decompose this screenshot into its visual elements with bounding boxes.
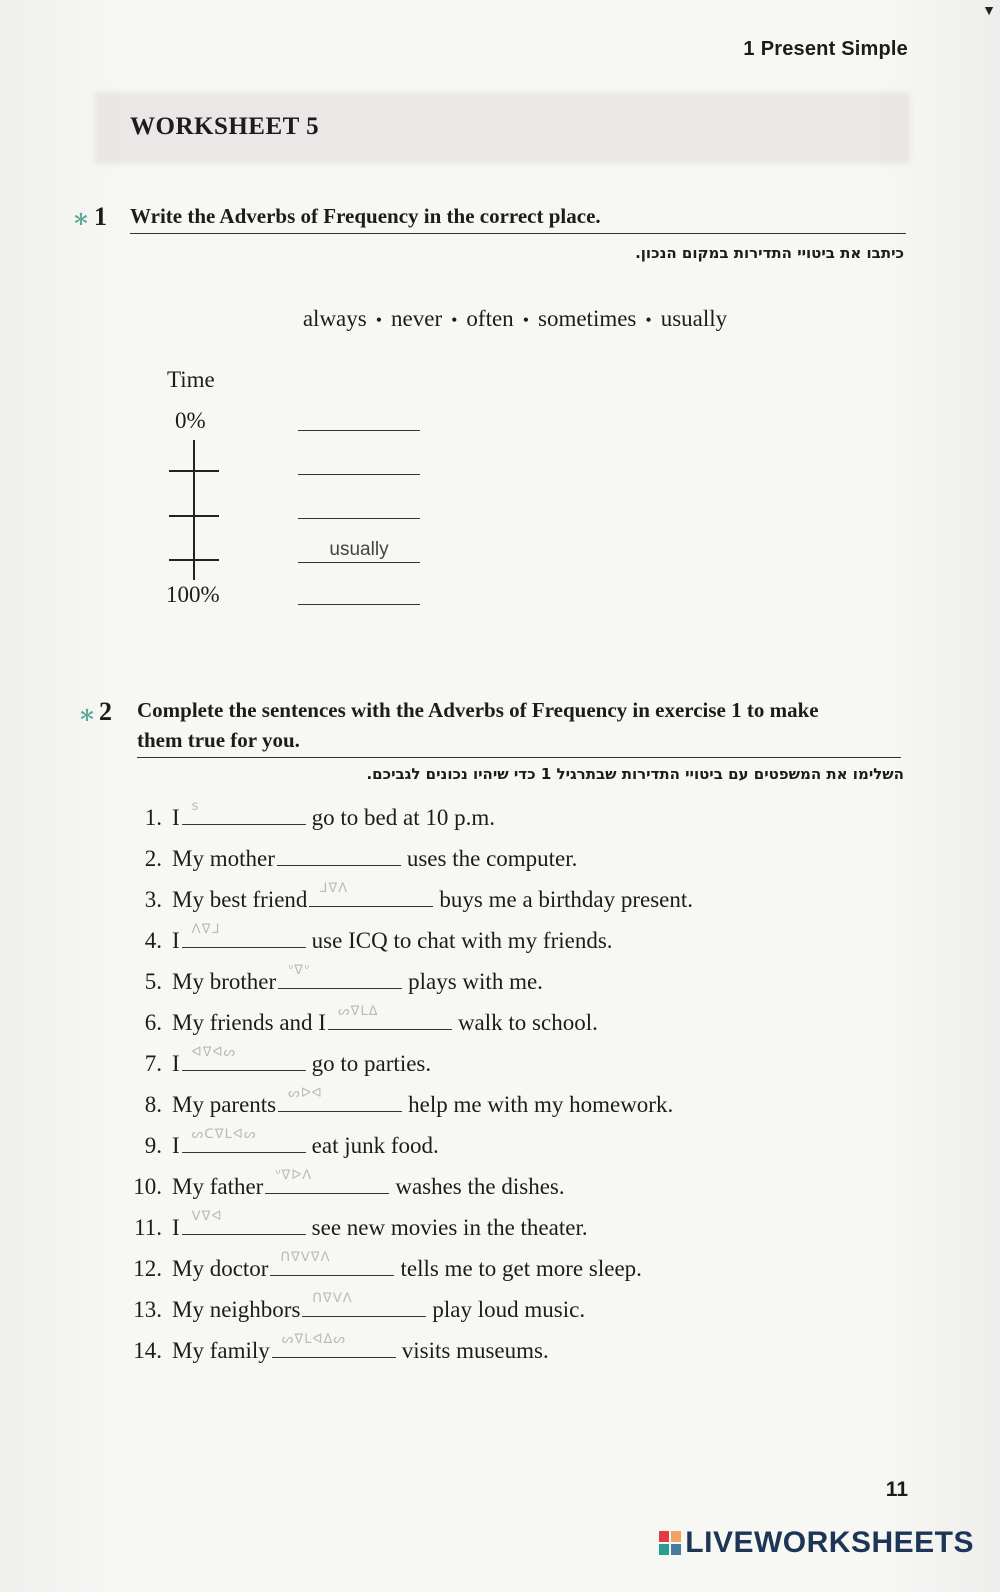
faint-scribble: ᔕᐅᐊ <box>288 1086 323 1101</box>
sentence-start: My family <box>172 1338 270 1363</box>
word-bank-item: usually <box>660 306 728 331</box>
sentence-end: go to bed at 10 p.m. <box>311 805 496 830</box>
sentence-start: I <box>172 1051 180 1076</box>
sentence-number: 7. <box>144 1051 162 1076</box>
sentence-number: 3. <box>144 887 162 912</box>
faint-scribble: ᐯᐁᐊ <box>191 1209 223 1224</box>
faint-scribble: s <box>191 799 200 814</box>
sentence-number: 8. <box>144 1092 162 1117</box>
sentence-number: 10. <box>133 1174 162 1199</box>
sentence-start: My mother <box>172 846 275 871</box>
chapter-heading <box>743 38 908 61</box>
word-bank-separator: • <box>645 310 652 330</box>
sentence-item <box>122 1045 432 1078</box>
sentence-end: buys me a birthday present. <box>439 887 693 912</box>
faint-scribble: ᑎᐁᐯᐁᐱ <box>280 1250 331 1265</box>
sentence-end: play loud music. <box>432 1297 586 1322</box>
faint-scribble: ᔕᑕᐁᒪᐊᔕ <box>191 1127 257 1142</box>
chapter-title: Present Simple <box>760 38 908 60</box>
corner-mark: ▼ <box>982 4 996 19</box>
liveworksheets-icon <box>659 1531 681 1555</box>
word-bank-item: sometimes <box>538 306 637 331</box>
sentence-number: 14. <box>133 1338 162 1363</box>
sentence-end: washes the dishes. <box>395 1174 565 1199</box>
scale-answer-field[interactable] <box>298 446 420 475</box>
answer-blank[interactable] <box>302 1291 426 1317</box>
sentence-start: My doctor <box>172 1256 269 1281</box>
sentence-item <box>122 843 577 873</box>
sentence-item <box>122 881 693 914</box>
scale-top-label: 0% <box>175 408 206 433</box>
word-bank-separator: • <box>522 310 529 330</box>
exercise-1-number: 1 <box>94 202 107 231</box>
sentence-end: help me with my homework. <box>408 1092 674 1117</box>
time-label: Time <box>167 367 215 392</box>
sentence-number: 9. <box>144 1133 162 1158</box>
sentence-end: plays with me. <box>408 969 543 994</box>
sentence-item <box>122 1086 674 1119</box>
sentence-item <box>122 1209 588 1242</box>
sentence-start: I <box>172 805 180 830</box>
scale-tick <box>169 559 219 561</box>
liveworksheets-logo <box>659 1526 974 1560</box>
sentence-number: 12. <box>133 1256 162 1281</box>
sentence-number: 4. <box>144 928 162 953</box>
word-bank-item: always <box>302 306 367 331</box>
answer-blank[interactable] <box>328 1004 452 1030</box>
sentence-number: 13. <box>133 1297 162 1322</box>
answer-blank[interactable] <box>182 922 306 948</box>
answer-blank[interactable] <box>182 1127 306 1153</box>
faint-scribble: ᑎᐁᐯᐱ <box>312 1291 353 1306</box>
scale-tick <box>169 515 219 517</box>
answer-blank[interactable] <box>272 1332 396 1358</box>
page-number: 11 <box>885 1478 908 1501</box>
word-bank-item: often <box>466 306 514 331</box>
sentence-number: 5. <box>144 969 162 994</box>
sentence-item <box>122 1127 439 1160</box>
exercise-1-star-icon: ∗ <box>72 204 90 233</box>
word-bank <box>0 306 1000 332</box>
sentence-start: My neighbors <box>172 1297 301 1322</box>
answer-blank[interactable] <box>277 843 401 866</box>
answer-blank[interactable] <box>182 1209 306 1235</box>
sentence-start: My friends and I <box>172 1010 326 1035</box>
scale-answer-text: usually <box>329 539 389 560</box>
exercise-2-star-icon: ∗ <box>78 700 96 729</box>
faint-scribble: ᒧᐁᐱ <box>319 881 349 896</box>
answer-blank[interactable] <box>265 1168 389 1194</box>
sentence-end: visits museums. <box>401 1338 549 1363</box>
sentence-start: I <box>172 928 180 953</box>
sentence-end: go to parties. <box>311 1051 432 1076</box>
sentence-item <box>122 922 613 955</box>
answer-blank[interactable] <box>278 963 402 989</box>
sentence-end: tells me to get more sleep. <box>400 1256 642 1281</box>
exercise-2-hebrew-instruction: השלימו את המשפטים עם ביטויי התדירות שבתרגיל 1 כדי שיהיו נכונים לגביכם. <box>366 765 904 783</box>
sentence-number: 6. <box>144 1010 162 1035</box>
scale-answer-field[interactable] <box>298 576 420 605</box>
sentence-item <box>122 799 496 832</box>
faint-scribble: ᔕᐁᒪᐊᐃᔕ <box>281 1332 346 1347</box>
sentence-item <box>122 1332 549 1365</box>
scale-answer-field[interactable] <box>298 534 420 563</box>
scale-answer-field[interactable] <box>298 490 420 519</box>
sentence-start: I <box>172 1215 180 1240</box>
sentence-end: see new movies in the theater. <box>311 1215 588 1240</box>
exercise-1-instruction: Write the Adverbs of Frequency in the correct place. <box>130 201 906 234</box>
sentence-item <box>122 1004 598 1037</box>
exercise-1-hebrew-instruction: כיתבו את ביטויי התדירות במקום הנכון. <box>635 244 904 262</box>
faint-scribble: ᐡᐁᐅᐱ <box>275 1168 313 1183</box>
sentence-end: walk to school. <box>457 1010 598 1035</box>
sentence-start: My parents <box>172 1092 277 1117</box>
answer-blank[interactable] <box>309 881 433 907</box>
sentence-start: I <box>172 1133 180 1158</box>
word-bank-separator: • <box>375 310 383 330</box>
scale-answer-field[interactable] <box>298 402 420 431</box>
word-bank-separator: • <box>451 310 458 330</box>
exercise-2-instruction-line1: Complete the sentences with the Adverbs of Frequency in exercise 1 to make <box>137 698 819 722</box>
sentence-item <box>122 963 543 996</box>
word-bank-item: never <box>391 306 443 331</box>
sentence-start: My brother <box>172 969 277 994</box>
sentence-end: eat junk food. <box>311 1133 439 1158</box>
sentence-end: uses the computer. <box>406 846 578 871</box>
faint-scribble: ᔕᐁᒪᐃ <box>337 1004 379 1019</box>
scale-tick <box>169 470 219 472</box>
answer-blank[interactable] <box>182 799 306 825</box>
sentence-item <box>122 1291 586 1324</box>
exercise-2-number: 2 <box>99 697 112 726</box>
faint-scribble: ᐊᐁᐊᔕ <box>191 1045 237 1060</box>
worksheet-title: WORKSHEET 5 <box>130 113 320 140</box>
answer-blank[interactable] <box>278 1086 402 1112</box>
faint-scribble: ᐡᐁᐡ <box>288 963 311 978</box>
sentence-number: 1. <box>144 805 162 830</box>
sentence-start: My best friend <box>172 887 308 912</box>
exercise-2-instruction-line2: them true for you. <box>137 725 901 758</box>
sentence-number: 11. <box>134 1215 162 1240</box>
scale-bottom-label: 100% <box>166 582 220 607</box>
sentence-end: use ICQ to chat with my friends. <box>311 928 613 953</box>
brand-name: LIVEWORKSHEETS <box>685 1526 974 1559</box>
faint-scribble: ᐱᐁᒧ <box>191 922 221 937</box>
answer-blank[interactable] <box>270 1250 394 1276</box>
answer-blank[interactable] <box>182 1045 306 1071</box>
sentence-item <box>122 1250 642 1283</box>
sentence-start: My father <box>172 1174 264 1199</box>
sentence-item <box>122 1168 565 1201</box>
chapter-number: 1 <box>743 38 755 60</box>
sentence-number: 2. <box>144 846 162 871</box>
